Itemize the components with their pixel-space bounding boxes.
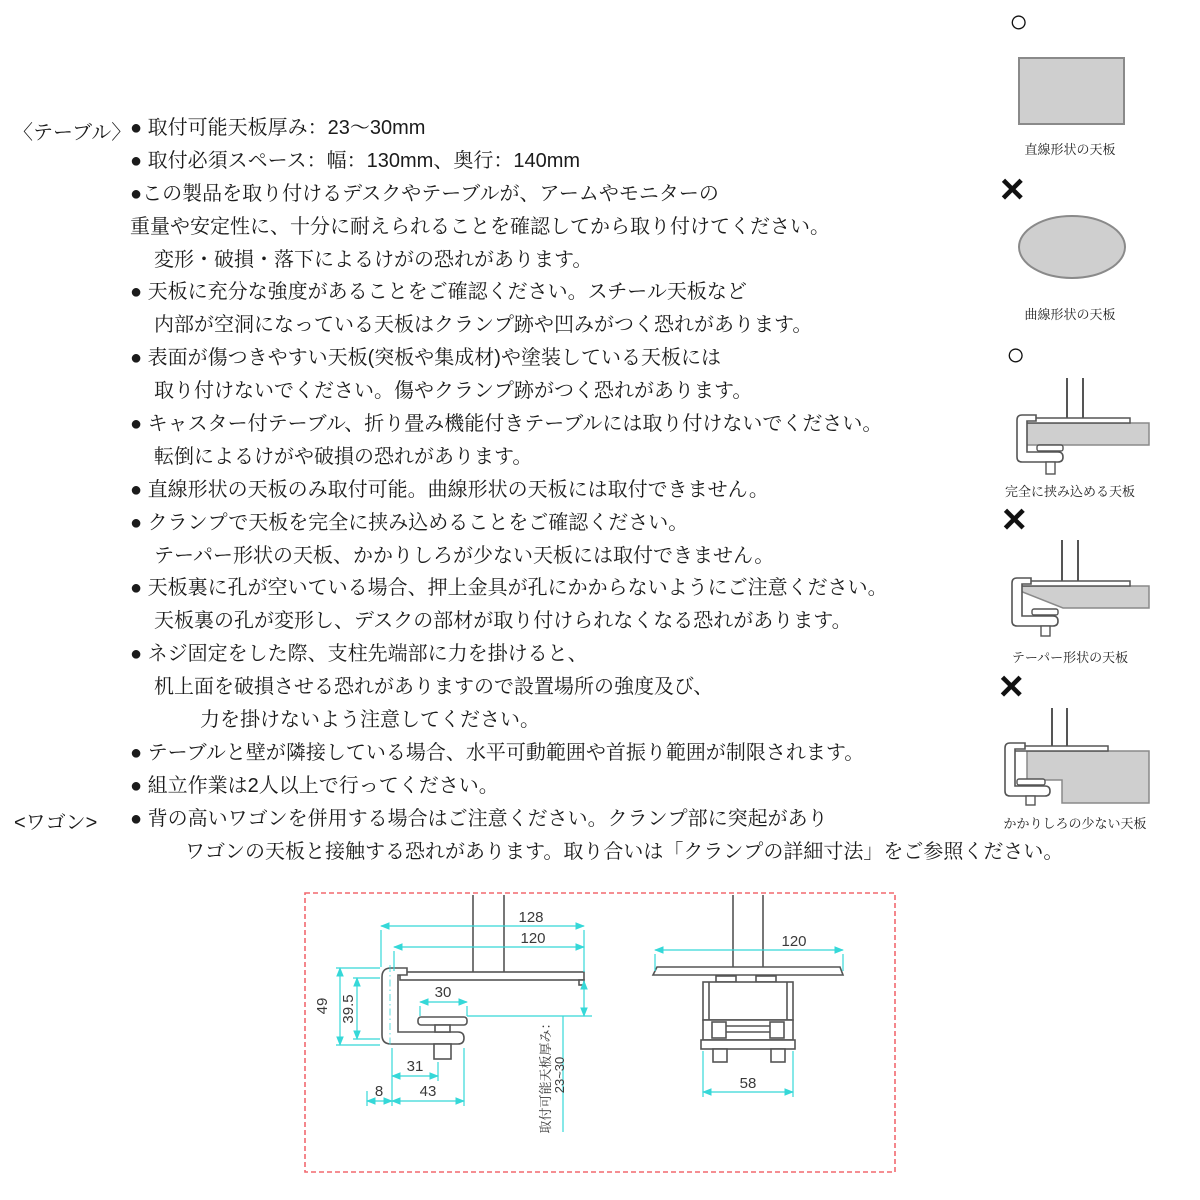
note-line: ● キャスター付テーブル、折り畳み機能付きテーブルには取り付けないでください。 (130, 413, 883, 436)
note-line: ● 表面が傷つきやすい天板(突板や集成材)や塗装している天板には (130, 347, 721, 370)
svg-text:43: 43 (419, 1083, 437, 1100)
svg-text:8: 8 (374, 1083, 384, 1100)
note-line: 変形・破損・落下によるけがの恐れがあります。 (154, 248, 593, 271)
svg-text:30: 30 (434, 984, 452, 1001)
ng-mark: × (1000, 165, 1025, 212)
note-line: 力を掛けないよう注意してください。 (200, 709, 540, 732)
note-line: 内部が空洞になっている天板はクランプ跡や凹みがつく恐れがあります。 (154, 314, 813, 337)
ng-mark: × (1002, 495, 1027, 542)
figure-label: かかりしろの少ない天板 (1003, 816, 1147, 831)
note-line: ● 取付必須スペース：幅：130mm、奥行：140mm (130, 149, 581, 172)
svg-text:31: 31 (406, 1058, 424, 1075)
note-line: ● 直線形状の天板のみ取付可能。曲線形状の天板には取付できません。 (130, 478, 769, 501)
section-label-wagon: <ワゴン> (14, 812, 98, 834)
ng-mark: × (999, 662, 1024, 709)
svg-text:23~30: 23~30 (552, 1056, 567, 1094)
note-line: 転倒によるけがや破損の恐れがあります。 (154, 445, 533, 468)
note-line: ● 天板裏に孔が空いている場合、押上金具が孔にかからないようにご注意ください。 (130, 577, 888, 600)
svg-text:58: 58 (739, 1075, 757, 1092)
note-line: ● クランプで天板を完全に挟み込めることをご確認ください。 (130, 511, 689, 534)
clamp-side-view (382, 895, 584, 1059)
clamp-taper-figure (995, 533, 1150, 638)
note-line: ワゴンの天板と接触する恐れがあります。取り合いは「クランプの詳細寸法」をご参照ください。 (185, 840, 1064, 863)
svg-text:39.5: 39.5 (340, 994, 357, 1024)
clamp-front-view (653, 895, 843, 1062)
straight-tabletop-figure (1018, 57, 1125, 125)
note-line: ● ネジ固定をした際、支柱先端部に力を掛けると、 (130, 643, 588, 666)
note-line: ●この製品を取り付けるデスクやテーブルが、アームやモニターの (130, 182, 719, 205)
side-view-dimension-lines (336, 926, 592, 1132)
svg-text:取付可能天板厚み：: 取付可能天板厚み： (538, 1016, 553, 1134)
note-line: 机上面を破損させる恐れがありますので設置場所の強度及び、 (154, 676, 714, 699)
svg-text:120: 120 (781, 933, 807, 950)
clamp-dimension-drawing (300, 885, 900, 1185)
svg-text:49: 49 (314, 997, 331, 1015)
note-line: 重量や安定性に、十分に耐えられることを確認してから取り付けてください。 (130, 215, 830, 238)
svg-text:128: 128 (518, 909, 544, 926)
note-line: テーパー形状の天板、かかりしろが少ない天板には取付できません。 (154, 544, 775, 567)
ok-mark: ○ (1006, 336, 1026, 372)
note-line: 天板裏の孔が変形し、デスクの部材が取り付けられなくなる恐れがあります。 (154, 610, 852, 633)
clamp-full-grip-figure (1000, 375, 1150, 480)
note-line: ● 天板に充分な強度があることをご確認ください。スチール天板など (130, 281, 747, 304)
note-line: 取り付けないでください。傷やクランプ跡がつく恐れがあります。 (154, 380, 753, 403)
figure-label: テーパー形状の天板 (1011, 650, 1129, 665)
figure-label: 完全に挟み込める天板 (1004, 484, 1135, 499)
note-line: ● 組立作業は2人以上で行ってください。 (130, 774, 499, 797)
note-line: ● テーブルと壁が隣接している場合、水平可動範囲や首振り範囲が制限されます。 (130, 741, 865, 764)
ok-mark: ○ (1009, 3, 1029, 39)
section-label-table: 〈テーブル〉 (13, 122, 132, 144)
figure-label: 曲線形状の天板 (1024, 307, 1116, 322)
clamp-short-grip-figure (995, 703, 1150, 808)
figure-label: 直線形状の天板 (1024, 142, 1116, 157)
note-line: ● 取付可能天板厚み：23～30mm (130, 117, 426, 139)
svg-text:120: 120 (520, 930, 546, 947)
curved-tabletop-figure (1016, 213, 1128, 281)
note-line: ● 背の高いワゴンを併用する場合はご注意ください。クランプ部に突起があり (130, 807, 828, 830)
